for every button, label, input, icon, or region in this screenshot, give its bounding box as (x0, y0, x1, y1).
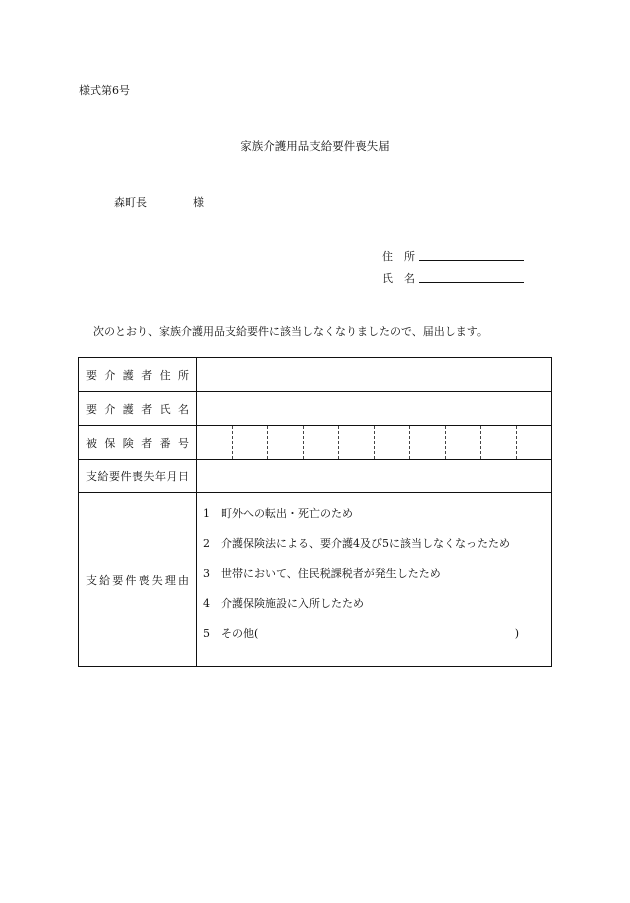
row-label: 要介護者住所 (86, 368, 189, 382)
table-row (79, 460, 552, 493)
digit-box[interactable] (480, 426, 516, 459)
name-value-cell[interactable] (197, 392, 552, 426)
reason-option[interactable]: 1 町外への転出・死亡のため (203, 507, 353, 520)
name-label: 氏 名 (382, 272, 415, 285)
table-row (79, 493, 552, 667)
table-row (79, 358, 552, 392)
digit-box[interactable] (516, 426, 552, 459)
digit-box[interactable] (232, 426, 268, 459)
row-label-cell (79, 493, 197, 667)
address-label: 住 所 (382, 250, 415, 263)
reason-option[interactable]: 3 世帯において、住民税課税者が発生したため (203, 567, 441, 580)
table-row (79, 392, 552, 426)
name-underline (419, 282, 524, 283)
digit-box[interactable] (267, 426, 303, 459)
form-number: 様式第6号 (79, 84, 130, 97)
insured-number-digits (197, 426, 551, 459)
row-label: 被保険者番号 (86, 436, 189, 450)
addressee-honorific: 様 (193, 196, 204, 209)
digit-box[interactable] (374, 426, 410, 459)
reason-list-cell (197, 493, 552, 667)
digit-box[interactable] (338, 426, 374, 459)
address-underline (419, 260, 524, 261)
row-label: 支給要件喪失理由 (86, 573, 189, 587)
digit-box[interactable] (409, 426, 445, 459)
applicant-address-field[interactable] (382, 248, 524, 262)
digit-box[interactable] (303, 426, 339, 459)
row-label-cell (79, 426, 197, 460)
row-label-cell (79, 460, 197, 493)
row-label-cell (79, 358, 197, 392)
reason-option[interactable]: 4 介護保険施設に入所したため (203, 597, 364, 610)
reason-option[interactable]: 2 介護保険法による、要介護4及び5に該当しなくなったため (203, 537, 510, 550)
other-close-paren: ) (514, 627, 519, 640)
row-label: 支給要件喪失年月日 (86, 470, 189, 483)
addressee (114, 194, 204, 210)
digit-box[interactable] (197, 426, 232, 459)
statement-text: 次のとおり、家族介護用品支給要件に該当しなくなりましたので、届出します。 (93, 325, 488, 338)
insured-number-cell[interactable] (197, 426, 552, 460)
addressee-name: 森町長 (114, 196, 147, 209)
address-value-cell[interactable] (197, 358, 552, 392)
notification-table (78, 357, 552, 667)
loss-date-cell[interactable] (197, 460, 552, 493)
applicant-name-field[interactable] (382, 270, 524, 284)
digit-box[interactable] (445, 426, 481, 459)
row-label: 要介護者氏名 (86, 402, 189, 416)
row-label-cell (79, 392, 197, 426)
form-title: 家族介護用品支給要件喪失届 (240, 139, 390, 153)
reason-option-other[interactable]: 5 その他( ) (203, 619, 551, 649)
table-row (79, 426, 552, 460)
